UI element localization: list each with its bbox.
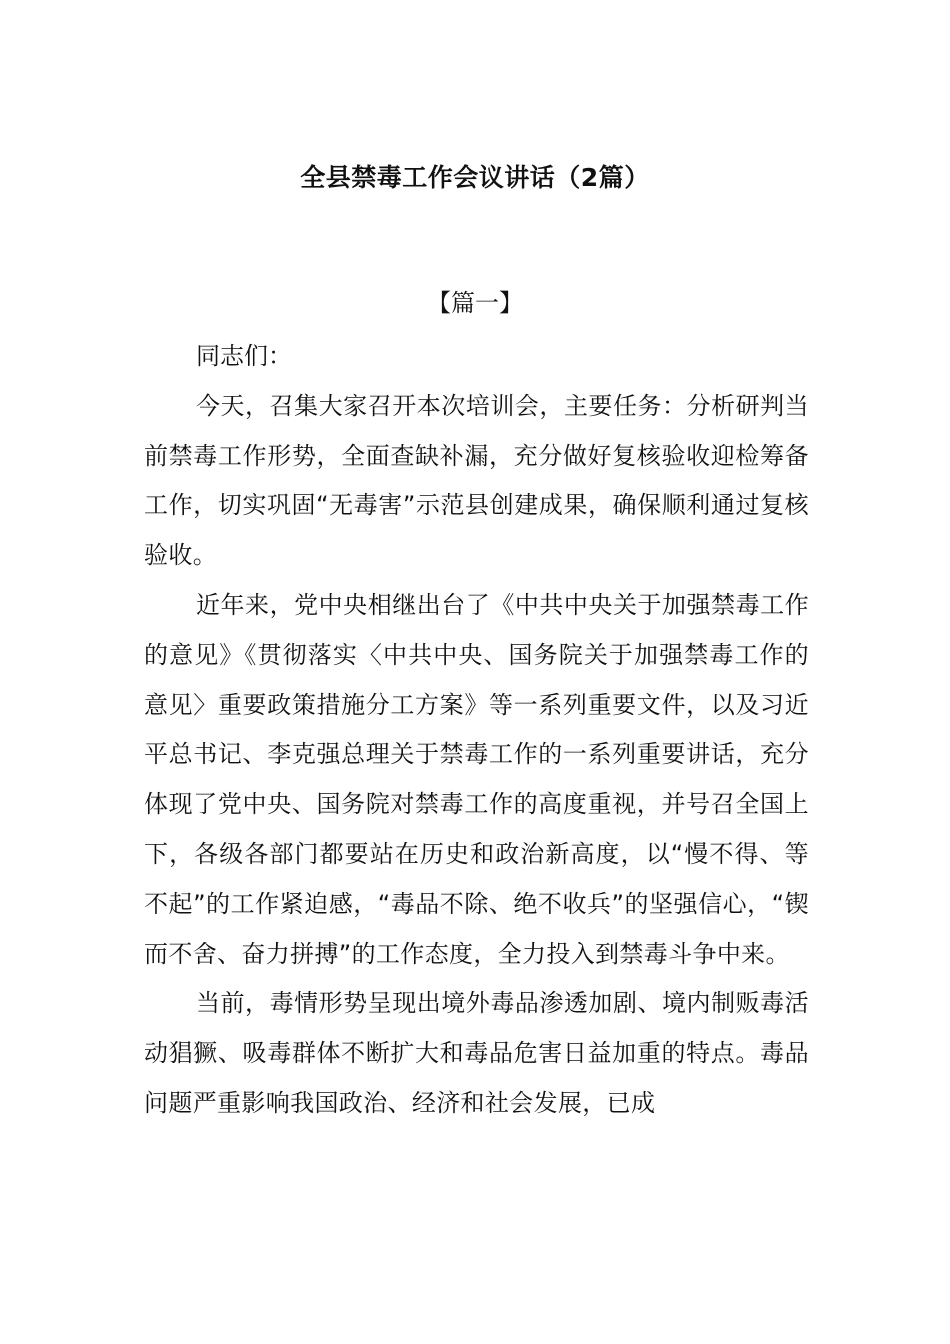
document-body [144,332,809,1129]
salutation: 同志们： [196,342,292,370]
paragraph-2: 近年来，党中央相继出台了《中共中央关于加强禁毒工作的意见》《贯彻落实〈中共中央、国务院关于加强禁毒工作的意见〉重要政策措施分工方案》等一系列重要文件，以及习近平总书记、李克强总理关于禁毒工作的一系列重要讲话，充分体现了党中央、国务院对禁毒工作的高度重视，并号召全国上下，各级各部门都要站在历史和政治新高度，以“慢不得、等不起”的工作紧迫感，“毒品不除、绝不收兵”的坚强信心，“锲而不舍、奋力拼搏”的工作态度，全力投入到禁毒斗争中来。 [144,590,809,968]
paragraph-1: 今天，召集大家召开本次培训会，主要任务：分析研判当前禁毒工作形势，全面查缺补漏，充分做好复核验收迎检筹备工作，切实巩固“无毒害”示范县创建成果，确保顺利通过复核验收。 [144,391,809,570]
document-title: 全县禁毒工作会议讲话（2篇） [300,163,650,192]
paragraph-3: 当前，毒情形势呈现出境外毒品渗透加剧、境内制贩毒活动猖獗、吸毒群体不断扩大和毒品危害日益加重的特点。毒品问题严重影响我国政治、经济和社会发展，已成 [144,989,809,1117]
section-heading: 【篇一】 [427,289,523,317]
